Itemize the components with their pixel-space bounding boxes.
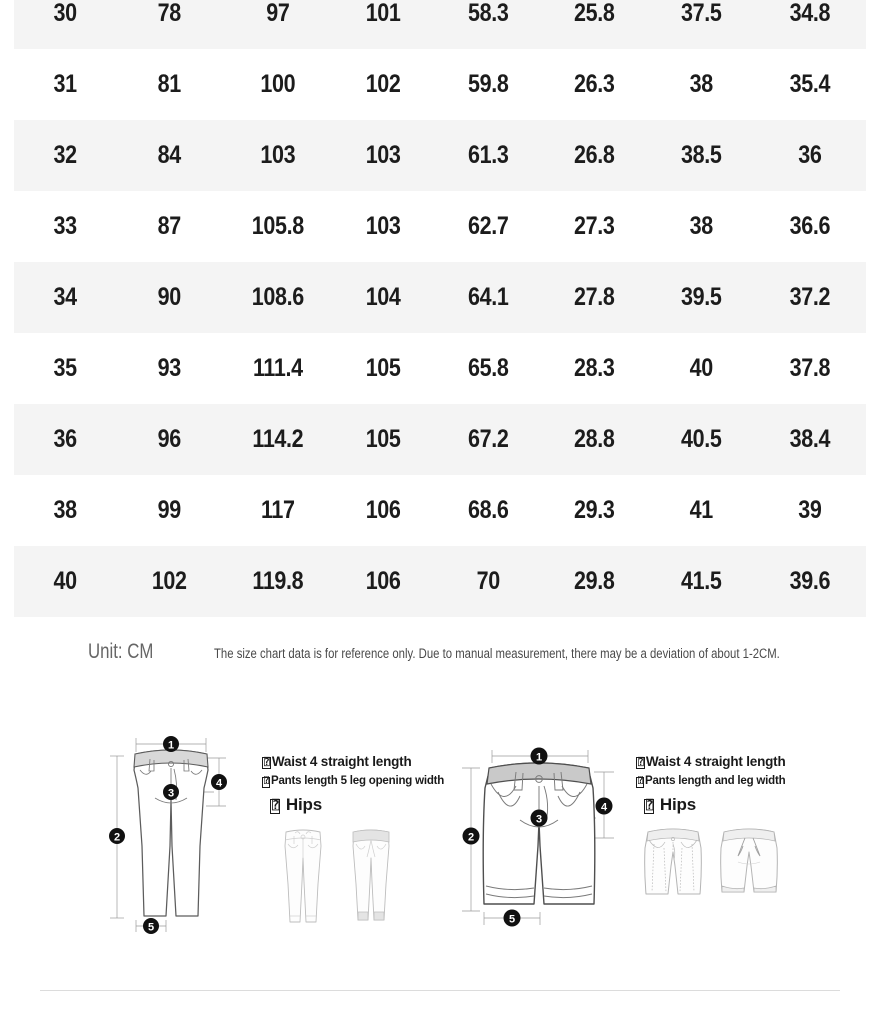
table-row [14,0,866,49]
table-row [14,191,866,262]
cell-straight: 35.4 [789,70,831,98]
cell-hip: 103 [260,141,295,169]
cell-opening: 29.8 [574,567,615,595]
cell-length: 103 [366,212,401,240]
missing-glyph-icon: ⍰ [272,798,279,813]
shorts-thumbnails [640,822,782,904]
shorts-thumbnail-front [640,822,706,904]
cell-thigh: 58.3 [467,0,509,27]
cell-straight: 37.8 [789,354,831,382]
cell-hip: 117 [260,496,295,524]
cell-hip: 105.8 [251,212,304,240]
missing-glyph-icon: ⍰ [638,757,643,768]
cell-rise: 41.5 [680,567,722,595]
cell-waist: 99 [157,496,182,524]
cell-waist: 93 [157,354,182,382]
table-row [14,49,866,120]
shorts-thumbnail-back [716,822,782,904]
cell-length: 102 [366,70,401,98]
cell-size: 36 [53,425,77,453]
table-row [14,333,866,404]
cell-rise: 38.5 [680,141,722,169]
missing-glyph-icon: ⍰ [264,777,268,787]
cell-size: 40 [53,567,77,595]
cell-length: 106 [366,496,401,524]
cell-thigh: 64.1 [467,283,509,311]
pants-technical-drawing [88,726,258,946]
cell-opening: 25.8 [574,0,615,27]
cell-thigh: 68.6 [467,496,509,524]
cell-rise: 40 [689,354,713,382]
svg-text:1: 1 [167,739,175,752]
cell-size: 34 [53,283,77,311]
cell-length: 105 [366,425,401,453]
cell-size: 31 [53,70,77,98]
cell-straight: 34.8 [789,0,831,27]
cell-straight: 36 [798,141,822,169]
cell-straight: 38.4 [789,425,831,453]
pants-thumbnail-back [342,824,400,929]
svg-text:5: 5 [508,913,516,926]
table-row [14,404,866,475]
missing-glyph-icon: ⍰ [646,798,653,813]
pants-thumbnails [274,824,400,929]
svg-text:3: 3 [167,787,175,800]
cell-hip: 108.6 [251,283,304,311]
table-row [14,475,866,546]
cell-waist: 96 [157,425,182,453]
cell-thigh: 61.3 [467,141,509,169]
cell-length: 103 [366,141,401,169]
table-row [14,546,866,617]
svg-text:2: 2 [467,831,475,844]
cell-straight: 37.2 [789,283,831,311]
cell-rise: 38 [689,212,713,240]
cell-waist: 81 [157,70,182,98]
cell-thigh: 70 [476,567,500,595]
table-row [14,262,866,333]
shorts-spec-text [636,754,814,815]
cell-opening: 26.8 [574,141,615,169]
cell-length: 101 [366,0,401,27]
svg-text:1: 1 [535,751,543,764]
cell-size: 38 [53,496,77,524]
cell-opening: 27.3 [574,212,615,240]
cell-rise: 37.5 [680,0,722,27]
section-divider [40,990,840,991]
cell-straight: 39 [798,496,822,524]
svg-text:3: 3 [535,813,543,826]
cell-size: 30 [53,0,77,27]
cell-rise: 39.5 [680,283,722,311]
cell-opening: 28.8 [574,425,615,453]
missing-glyph-icon: ⍰ [638,777,642,787]
cell-thigh: 67.2 [467,425,509,453]
cell-hip: 114.2 [252,425,304,453]
cell-waist: 87 [157,212,182,240]
cell-opening: 28.3 [574,354,615,382]
pants-spec-line-2: ⍰ Pants length 5 leg opening width [264,775,445,788]
shorts-spec-line-2: ⍰ Pants length and leg width [638,775,786,788]
cell-waist: 78 [157,0,182,27]
cell-length: 104 [366,283,401,311]
cell-length: 106 [366,567,401,595]
cell-thigh: 62.7 [467,212,509,240]
cell-size: 32 [53,141,77,169]
cell-waist: 84 [157,141,182,169]
cell-length: 105 [366,354,401,382]
svg-text:4: 4 [215,777,223,790]
cell-hip: 111.4 [252,354,303,382]
shorts-diagram-group [448,726,818,966]
unit-label: Unit: CM [88,640,154,663]
cell-hip: 100 [260,70,295,98]
pants-spec-line-1: ⍰ Waist 4 straight length [264,754,412,769]
shorts-spec-line-1: ⍰ Waist 4 straight length [638,754,786,769]
pants-spec-text [262,754,445,815]
shorts-technical-drawing [448,726,628,946]
missing-glyph-icon: ⍰ [264,757,269,768]
cell-rise: 41 [689,496,713,524]
pants-thumbnail-front [274,824,332,929]
cell-thigh: 65.8 [467,354,509,382]
cell-opening: 29.3 [574,496,615,524]
cell-hip: 97 [265,0,290,27]
cell-rise: 40.5 [680,425,722,453]
cell-straight: 39.6 [789,567,831,595]
table-row [14,120,866,191]
measurement-disclaimer: The size chart data is for reference only. Due to manual measurement, there may be a deviation of about 1-2CM. [214,646,780,661]
cell-opening: 27.8 [574,283,615,311]
size-chart-table [14,0,866,617]
svg-text:5: 5 [147,921,155,934]
cell-rise: 38 [689,70,713,98]
cell-size: 35 [53,354,77,382]
cell-thigh: 59.8 [467,70,509,98]
shorts-spec-line-3: ⍰ Hips [646,794,696,814]
pants-diagram-group [88,726,445,966]
svg-text:4: 4 [600,801,608,814]
cell-opening: 26.3 [574,70,615,98]
cell-waist: 102 [152,567,187,595]
cell-hip: 119.8 [252,567,304,595]
cell-waist: 90 [157,283,182,311]
pants-spec-line-3: ⍰ Hips [272,794,322,814]
size-chart-body [14,0,866,617]
cell-size: 33 [53,212,77,240]
unit-note-row [0,640,880,674]
svg-text:2: 2 [113,831,121,844]
measurement-diagrams [0,726,880,966]
cell-straight: 36.6 [789,212,831,240]
